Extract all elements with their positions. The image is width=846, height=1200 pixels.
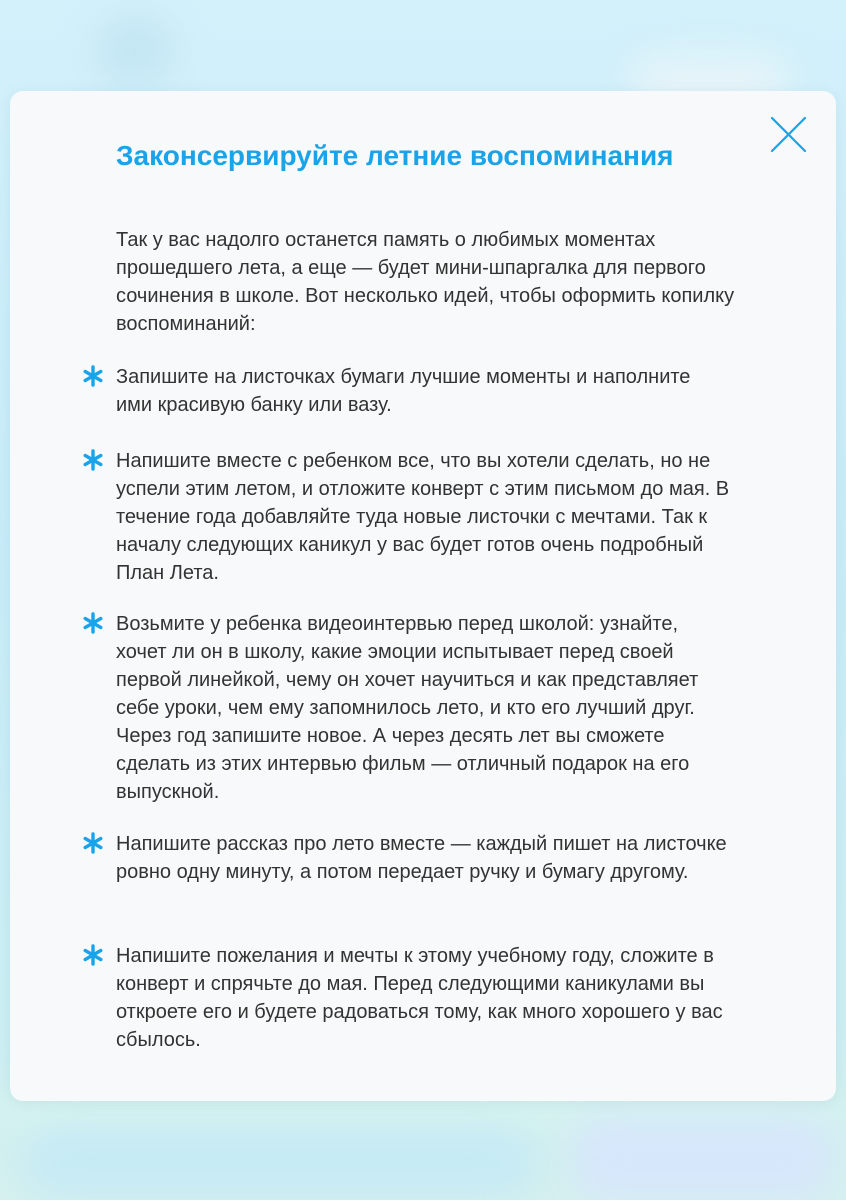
tip-text: Запишите на листочках бумаги лучшие моменты и наполните ими красивую банку или вазу.	[116, 366, 691, 416]
asterisk-icon	[81, 364, 105, 388]
intro-text: Так у вас надолго останется память о любимых моментах прошедшего лета, а еще — будет мини-шпаргалка для первого сочинения в школе. Вот несколько идей, чтобы оформить копилку воспоминаний:	[116, 229, 735, 335]
background-blob	[575, 1118, 830, 1200]
asterisk-icon	[81, 831, 105, 855]
modal-title: Законсервируйте летние воспоминания	[116, 140, 674, 171]
tip-text: Возьмите у ребенка видеоинтервью перед школой: узнайте, хочет ли он в школу, какие эмоции испытывает перед своей первой линейкой, чему он хочет научиться и как представляет себе уроки, чем ему запомнилось лето, и кто его лучший друг. Через год запишите новое. А через десять лет вы сможете сделать из этих интервью фильм — отличный подарок на его выпускной.	[116, 613, 699, 803]
background-blob	[20, 1125, 540, 1200]
background-blob	[95, 15, 175, 85]
close-button[interactable]	[760, 116, 808, 154]
asterisk-icon	[81, 611, 105, 635]
asterisk-icon	[81, 943, 105, 967]
tip-text: Напишите вместе с ребенком все, что вы хотели сделать, но не успели этим летом, и отложите конверт с этим письмом до мая. В течение года добавляйте туда новые листочки с мечтами. Так к началу следующих каникул у вас будет готов очень подробный План Лета.	[116, 450, 730, 584]
tip-text: Напишите пожелания и мечты к этому учебному году, сложите в конверт и спрячьте до мая. Перед следующими каникулами вы откроете его и будете радоваться тому, как много хорошего у вас сбылось.	[116, 945, 723, 1051]
asterisk-icon	[81, 448, 105, 472]
close-icon	[760, 116, 808, 154]
tip-text: Напишите рассказ про лето вместе — каждый пишет на листочке ровно одну минуту, а потом передает ручку и бумагу другому.	[116, 833, 727, 883]
